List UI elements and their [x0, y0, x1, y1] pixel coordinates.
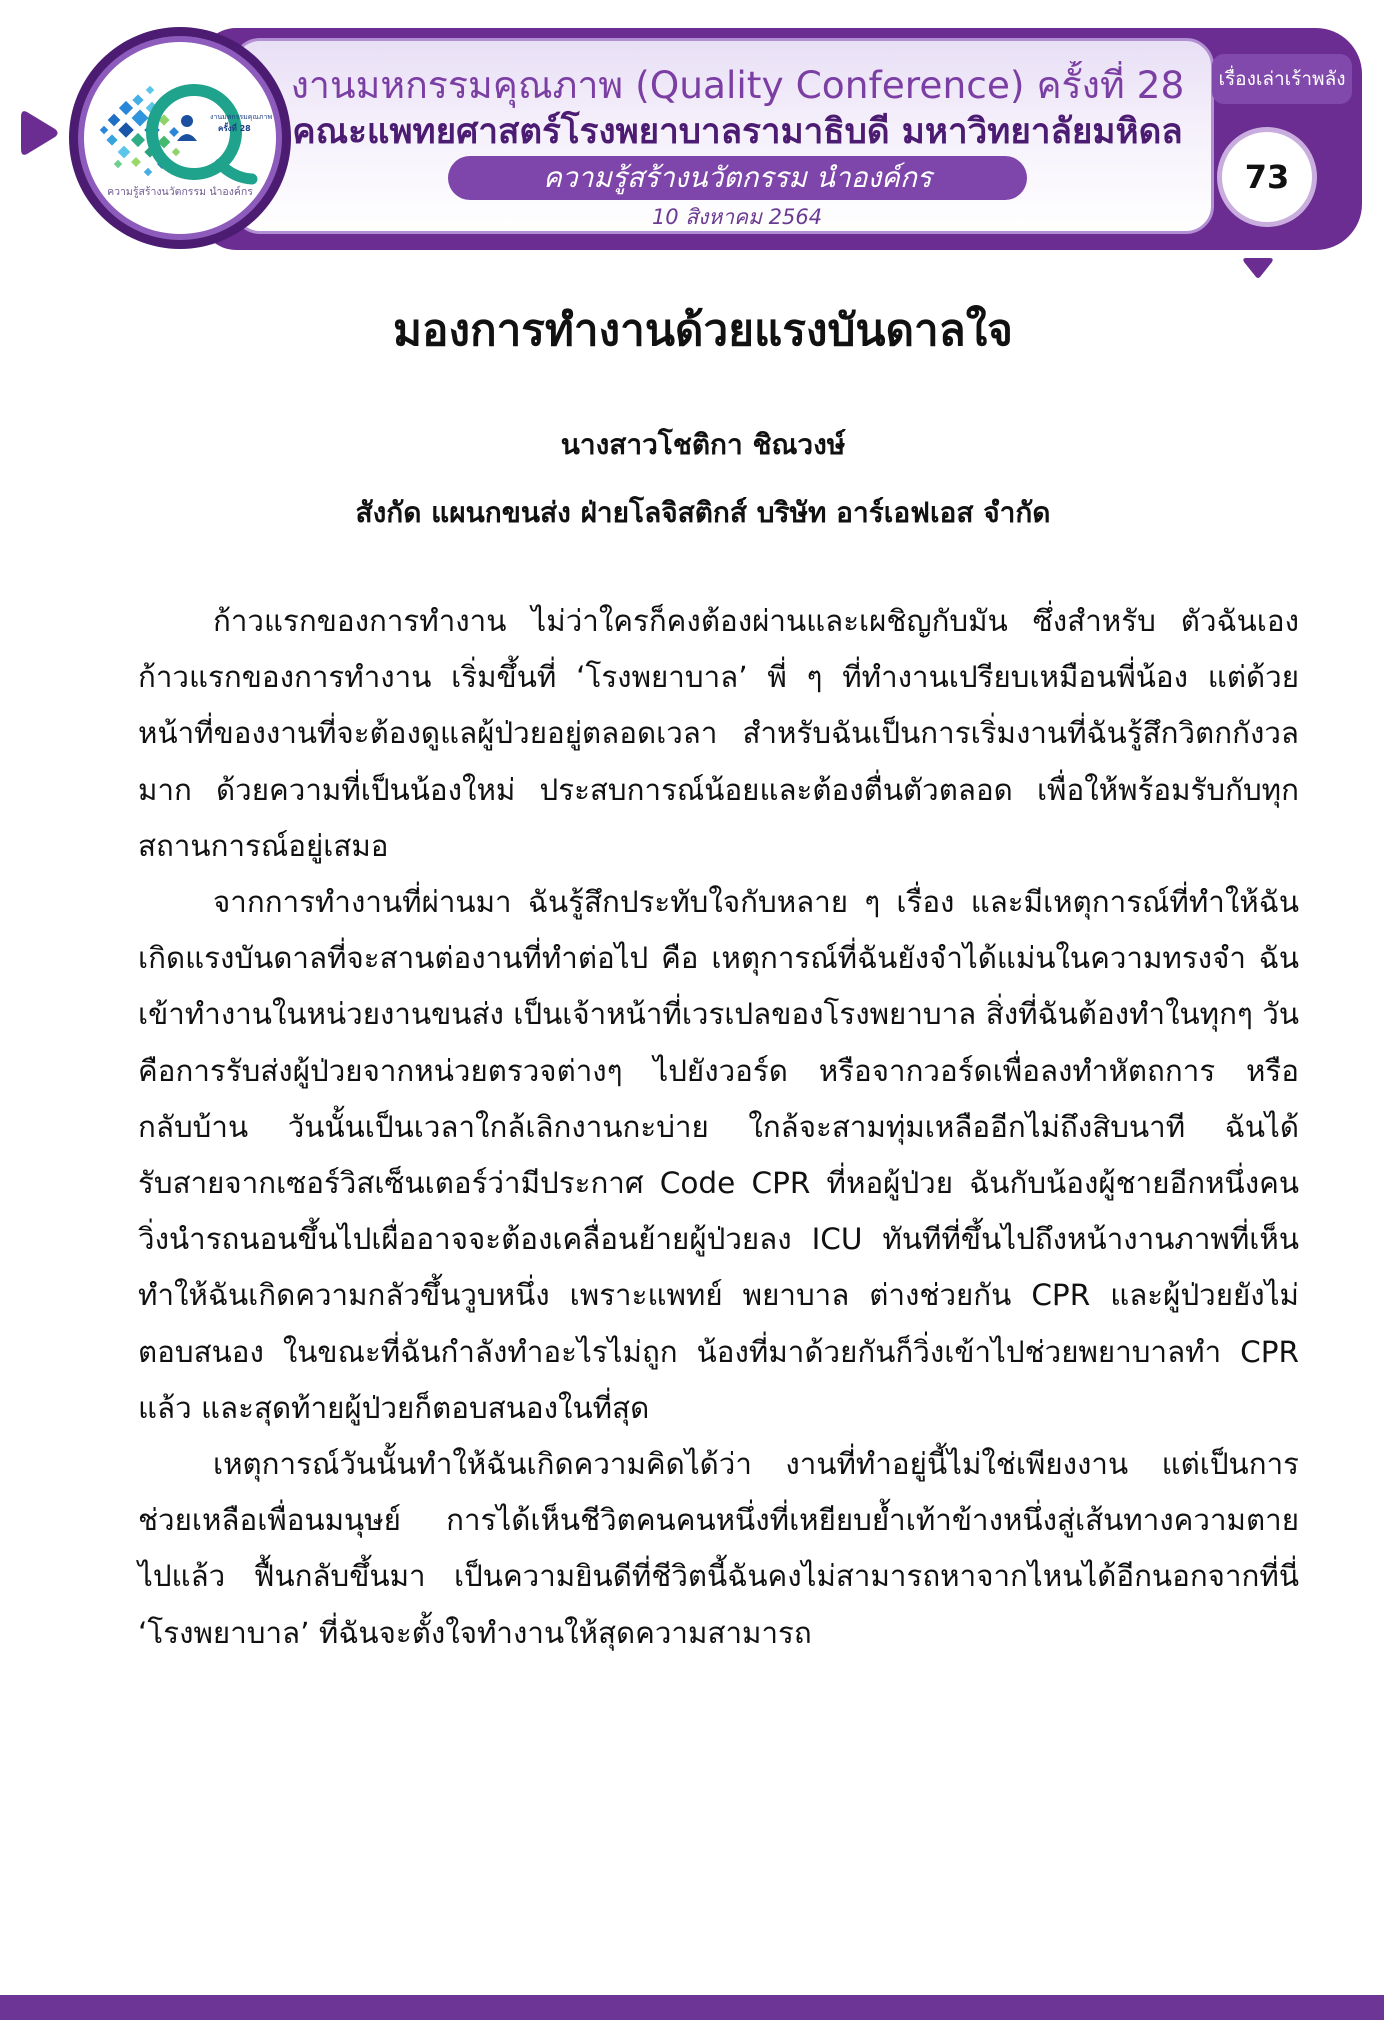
logo-edition: ครั้งที่ 28 — [218, 124, 251, 133]
paragraph-2 — [138, 874, 1299, 1436]
paragraph-line: กลับบ้าน วันนั้นเป็นเวลาใกล้เลิกงานกะบ่าย ใกล้จะสามทุ่มเหลืออีกไม่ถึงสิบนาที ฉันได้ — [138, 1109, 1299, 1144]
paragraph-line: หน้าที่ของงานที่จะต้องดูแลผู้ป่วยอยู่ตลอดเวลา สำหรับฉันเป็นการเริ่มงานที่ฉันรู้สึกวิตกกังวล — [138, 716, 1299, 751]
paragraph-line: แล้ว และสุดท้ายผู้ป่วยก็ตอบสนองในที่สุด — [138, 1390, 650, 1425]
paragraph-line: ‘โรงพยาบาล’ ที่ฉันจะตั้งใจทำงานให้สุดความสามารถ — [138, 1615, 812, 1650]
page-number-badge — [1217, 127, 1317, 227]
paragraph-line: คือการรับส่งผู้ป่วยจากหน่วยตรวจต่างๆ ไปยังวอร์ด หรือจากวอร์ดเพื่อลงทำหัตถการ หรือ — [138, 1053, 1299, 1088]
organization-name: คณะแพทยศาสตร์โรงพยาบาลรามาธิบดี มหาวิทยาลัยมหิดล — [292, 112, 1183, 152]
paragraph-line: ทำให้ฉันเกิดความกลัวขึ้นวูบหนึ่ง เพราะแพทย์ พยาบาล ต่างช่วยกัน CPR และผู้ป่วยยังไม่ — [138, 1278, 1299, 1313]
paragraph-1 — [138, 593, 1299, 874]
author-name: นางสาวโชติกา ชิณวงษ์ — [560, 428, 846, 461]
play-triangle-icon — [19, 109, 59, 157]
section-tab: เรื่องเล่าเร้าพลัง — [1212, 54, 1352, 104]
paragraph-line: เกิดแรงบันดาลที่จะสานต่องานที่ทำต่อไป คือ เหตุการณ์ที่ฉันยังจำได้แม่นในความทรงจำ ฉัน — [138, 941, 1299, 976]
logo-face — [84, 42, 276, 234]
quality-q-icon — [84, 42, 276, 234]
paragraph-line: มาก ด้วยความที่เป็นน้องใหม่ ประสบการณ์น้อยและต้องตื่นตัวตลอด เพื่อให้พร้อมรับกับทุก — [138, 772, 1299, 807]
slogan-pill: ความรู้สร้างนวัตกรรม นำองค์กร — [448, 156, 1027, 200]
conference-date: 10 สิงหาคม 2564 — [651, 205, 823, 229]
paragraph-line: วิ่งนำรถนอนขึ้นไปเผื่ออาจจะต้องเคลื่อนย้ายผู้ป่วยลง ICU ทันทีที่ขึ้นไปถึงหน้างานภาพที่เห็น — [138, 1222, 1299, 1257]
paragraph-line: เหตุการณ์วันนั้นทำให้ฉันเกิดความคิดได้ว่า งานที่ทำอยู่นี้ไม่ใช่เพียงงาน แต่เป็นการ — [213, 1447, 1299, 1482]
paragraph-line: ไปแล้ว ฟื้นกลับขึ้นมา เป็นความยินดีที่ชีวิตนี้ฉันคงไม่สามารถหาจากไหนได้อีกนอกจากที่นี่ — [138, 1559, 1299, 1594]
down-triangle-icon — [1242, 256, 1274, 280]
footer-bar — [0, 1995, 1384, 2020]
paragraph-line: เข้าทำงานในหน่วยงานขนส่ง เป็นเจ้าหน้าที่เวรเปลของโรงพยาบาล สิ่งที่ฉันต้องทำในทุกๆ วัน — [138, 997, 1299, 1032]
paragraph-line: ช่วยเหลือเพื่อนมนุษย์ การได้เห็นชีวิตคนคนหนึ่งที่เหยียบย้ำเท้าข้างหนึ่งสู่เส้นทางความตาย — [138, 1503, 1299, 1538]
logo-event-name: งานมหกรรมคุณภาพ — [210, 113, 273, 121]
article-title: มองการทำงานด้วยแรงบันดาลใจ — [393, 305, 1013, 356]
paragraph-line: ก้าวแรกของการทำงาน ไม่ว่าใครก็คงต้องผ่านและเผชิญกับมัน ซึ่งสำหรับ ตัวฉันเอง — [213, 604, 1299, 638]
paragraph-line: ตอบสนอง ในขณะที่ฉันกำลังทำอะไรไม่ถูก น้องที่มาด้วยกันก็วิ่งเข้าไปช่วยพยาบาลทำ CPR — [138, 1334, 1299, 1369]
conference-logo — [69, 27, 291, 249]
article-body — [138, 593, 1299, 1661]
author-affiliation: สังกัด แผนกขนส่ง ฝ่ายโลจิสติกส์ บริษัท อาร์เอฟเอส จำกัด — [355, 496, 1051, 529]
page-number: 73 — [1244, 158, 1290, 196]
paragraph-line: ก้าวแรกของการทำงาน เริ่มขึ้นที่ ‘โรงพยาบาล’ พี่ ๆ ที่ทำงานเปรียบเหมือนพี่น้อง แต่ด้วย — [138, 660, 1299, 695]
paragraph-3 — [138, 1436, 1299, 1661]
logo-caption: ความรู้สร้างนวัตกรรม นำองค์กร — [107, 186, 253, 198]
paragraph-line: รับสายจากเซอร์วิสเซ็นเตอร์ว่ามีประกาศ Code CPR ที่หอผู้ป่วย ฉันกับน้องผู้ชายอีกหนึ่งคน — [138, 1166, 1299, 1201]
paragraph-line: สถานการณ์อยู่เสมอ — [138, 828, 389, 863]
conference-title: งานมหกรรมคุณภาพ (Quality Conference) ครั้งที่ 28 — [290, 63, 1185, 107]
paragraph-line: จากการทำงานที่ผ่านมา ฉันรู้สึกประทับใจกับหลาย ๆ เรื่อง และมีเหตุการณ์ที่ทำให้ฉัน — [213, 885, 1299, 920]
